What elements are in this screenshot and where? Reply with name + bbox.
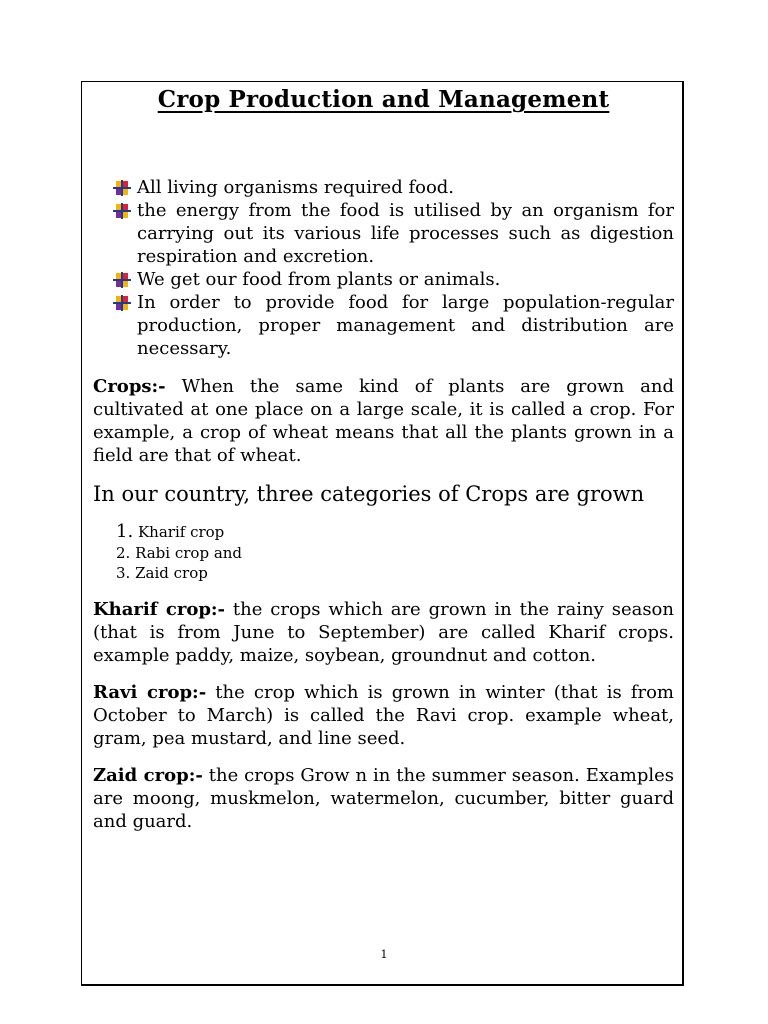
crops-text: When the same kind of plants are grown and cultivated at one place on a large scale, it is called a crop. For example, a crop of wheat means that all the plants grown in a field are that of wheat. — [93, 376, 674, 466]
list-item-number: 3. — [116, 564, 131, 582]
kharif-text: the crops which are grown in the rainy season (that is from June to September) are called Kharif crops. example paddy, maize, soybean, groundnut and cotton. — [93, 598, 674, 666]
bullet-text: In order to provide food for large population-regular production, proper management and distribution are necessary. — [137, 292, 674, 359]
crops-definition — [93, 375, 674, 467]
zaid-definition — [93, 764, 674, 833]
bullet-item — [113, 176, 674, 199]
zaid-label: Zaid crop:- — [93, 764, 203, 786]
document-body — [93, 86, 674, 833]
list-item — [116, 522, 674, 543]
zaid-text: the crops Grow n in the summer season. Examples are moong, muskmelon, watermelon, cucumber, bitter guard and guard. — [93, 764, 674, 832]
list-item — [116, 563, 674, 584]
bullet-item — [113, 291, 674, 360]
plus-bullet-icon — [113, 295, 131, 311]
intro-bullet-list — [93, 176, 674, 360]
categories-list — [93, 522, 674, 584]
plus-bullet-icon — [113, 203, 131, 219]
ravi-label: Ravi crop:- — [93, 681, 207, 703]
crops-label: Crops:- — [93, 376, 166, 397]
list-item-label: Rabi crop and — [135, 543, 243, 562]
plus-bullet-icon — [113, 180, 131, 196]
bullet-text: the energy from the food is utilised by an organism for carrying out its various life processes such as digestion respiration and excretion. — [137, 200, 674, 267]
list-item-label: Kharif crop — [137, 523, 225, 541]
list-item-number: 2. — [116, 543, 131, 562]
plus-bullet-icon — [113, 272, 131, 288]
list-item — [116, 543, 674, 564]
ravi-definition — [93, 681, 674, 750]
kharif-definition — [93, 598, 674, 667]
kharif-label: Kharif crop:- — [93, 598, 226, 620]
bullet-text: All living organisms required food. — [137, 177, 455, 198]
page-title: Crop Production and Management — [157, 86, 610, 113]
ravi-text: the crop which is grown in winter (that is from October to March) is called the Ravi crop. example wheat, gram, pea mustard, and line seed. — [93, 681, 674, 749]
bullet-item — [113, 268, 674, 291]
page-number: 1 — [380, 948, 388, 961]
categories-heading: In our country, three categories of Crops are grown — [93, 482, 645, 506]
bullet-text: We get our food from plants or animals. — [137, 269, 501, 290]
list-item-label: Zaid crop — [135, 564, 208, 582]
bullet-item — [113, 199, 674, 268]
list-item-number: 1. — [116, 521, 134, 542]
